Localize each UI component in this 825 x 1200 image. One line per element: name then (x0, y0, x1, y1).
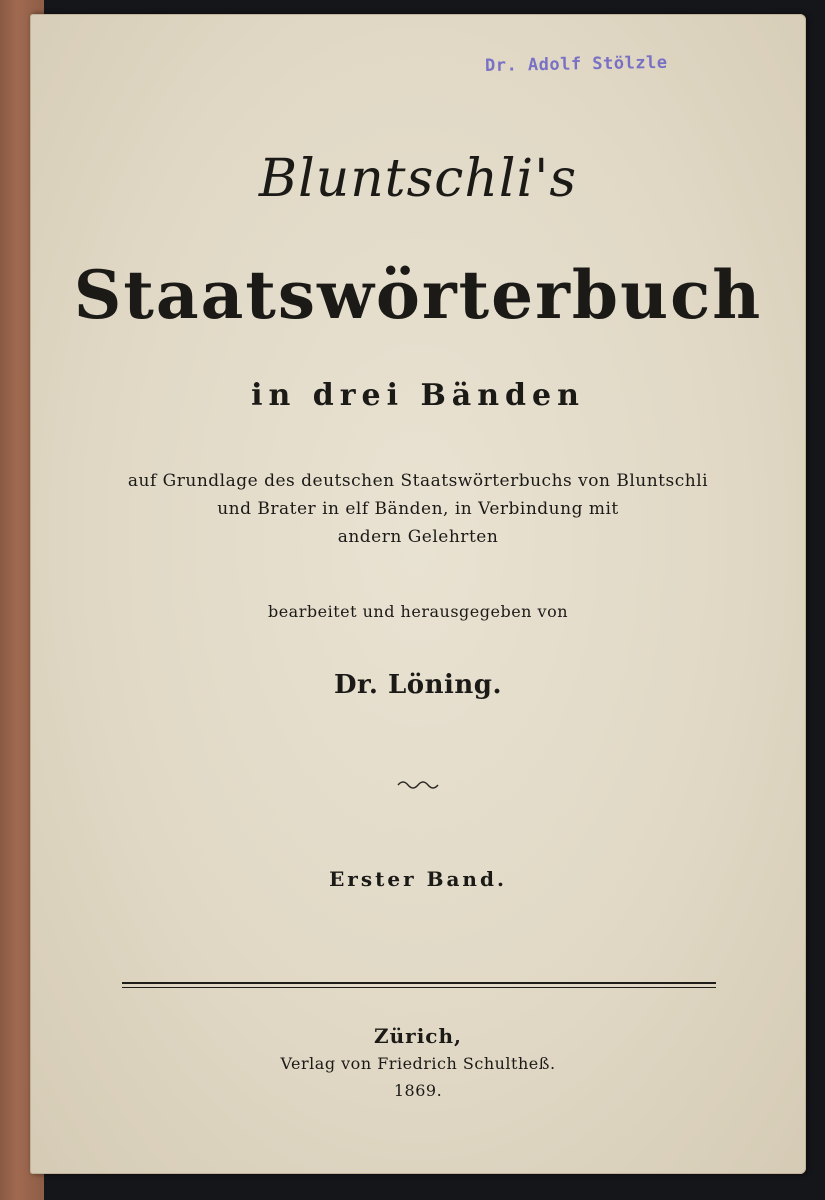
imprint-publisher: Verlag von Friedrich Schultheß. (280, 1054, 556, 1073)
editor-name: Dr. Löning. (334, 670, 502, 700)
swirl-ornament-icon (396, 777, 440, 791)
title-page (30, 14, 806, 1174)
basis-text (30, 467, 806, 551)
divider-rule (122, 982, 716, 984)
author-heading: Bluntschli's (258, 149, 578, 209)
basis-line: und Brater in elf Bänden, in Verbindung mit (217, 499, 619, 519)
ornament-swirl (30, 776, 806, 790)
main-title: Staatswörterbuch (73, 256, 763, 334)
volumes-line: in drei Bänden (251, 378, 585, 413)
owner-stamp: Dr. Adolf Stölzle (484, 52, 668, 77)
edited-by-line: bearbeitet und herausgegeben von (267, 602, 569, 621)
volume-label: Erster Band. (329, 867, 507, 891)
imprint-year: 1869. (393, 1081, 443, 1100)
basis-line: andern Gelehrten (337, 527, 499, 547)
divider-rule-thin (122, 987, 716, 988)
imprint-city: Zürich, (374, 1024, 462, 1048)
basis-line: auf Grundlage des deutschen Staatswörterbuchs von Bluntschli (127, 471, 709, 491)
